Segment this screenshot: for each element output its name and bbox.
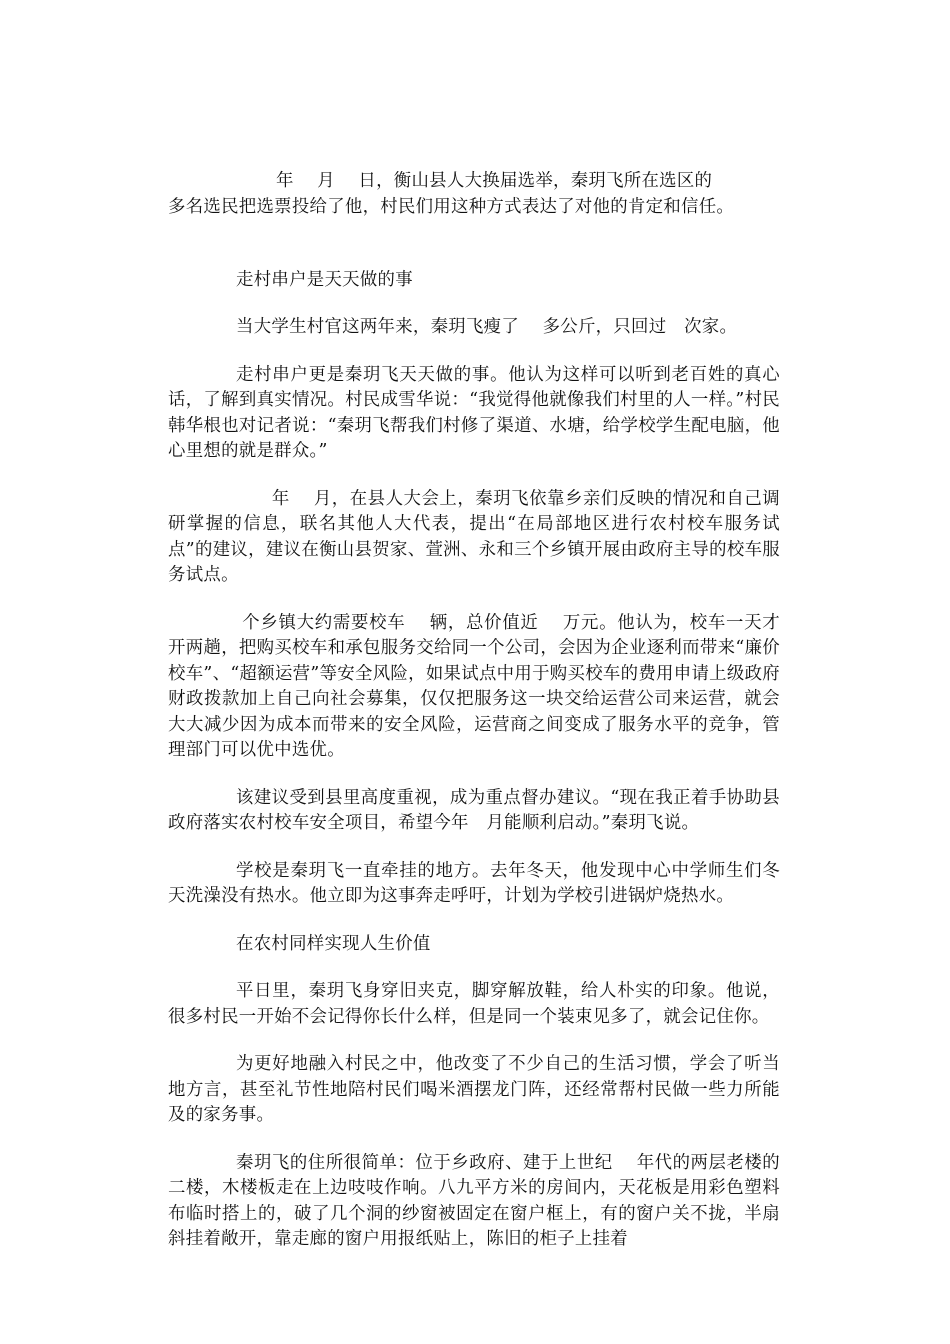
paragraph-school-hot-water: 学校是秦玥飞一直牵挂的地方。去年冬天，他发现中心中学师生们冬天洗澡没有热水。他立即为这事奔走呼吁，计划为学校引进锅炉烧热水。 xyxy=(168,860,780,906)
section-heading-life-value: 在农村同样实现人生价值 xyxy=(236,933,431,954)
paragraph-two-years: 当大学生村官这两年来，秦玥飞瘦了 多公斤，只回过 次家。 xyxy=(236,317,738,337)
paragraph-residence: 秦玥飞的住所很简单：位于乡政府、建于上世纪 年代的两层老楼的二楼，木楼板走在上边吱吱作响。八九平方米的房间内，天花板是用彩色塑料布临时搭上的，破了几个洞的纱窗被固定在窗户框上，有的窗户关不拢，半扇斜挂着敞开，靠走廊的窗户用报纸贴上，陈旧的柜子上挂着 xyxy=(168,1152,780,1249)
paragraph-school-bus-proposal: 年 月，在县人大会上，秦玥飞依靠乡亲们反映的情况和自己调研掌握的信息，联名其他人大代表，提出“在局部地区进行农村校车服务试点”的建议，建议在衡山县贺家、萱洲、永和三个乡镇开展由政府主导的校车服务试点。 xyxy=(168,488,780,585)
paragraph-election-line1: 年 月 日，衡山县人大换届选举，秦玥飞所在选区的 xyxy=(276,171,713,191)
paragraph-habits: 为更好地融入村民之中，他改变了不少自己的生活习惯，学会了听当地方言，甚至礼节性地陪村民们喝米酒摆龙门阵，还经常帮村民做一些力所能及的家务事。 xyxy=(168,1054,780,1125)
document-page xyxy=(168,118,780,1275)
paragraph-proposal-adopted: 该建议受到县里高度重视，成为重点督办建议。“现在我正着手协助县政府落实农村校车安全项目，希望今年 月能顺利启动。”秦玥飞说。 xyxy=(168,787,780,833)
section-heading-village-visits: 走村串户是天天做的事 xyxy=(236,269,413,290)
paragraph-election-line2: 多名选民把选票投给了他，村民们用这种方式表达了对他的肯定和信任。 xyxy=(168,196,735,217)
paragraph-village-visits: 走村串户更是秦玥飞天天做的事。他认为这样可以听到老百姓的真心话，了解到真实情况。村民成雪华说：“我觉得他就像我们村里的人一样。”村民韩华根也对记者说：“秦玥飞帮我们村修了渠道、水塘，给学校学生配电脑，他心里想的就是群众。” xyxy=(168,364,780,461)
paragraph-election xyxy=(168,118,780,246)
paragraph-school-bus-cost: 个乡镇大约需要校车 辆，总价值近 万元。他认为，校车一天才开两趟，把购买校车和承包服务交给同一个公司，会因为企业逐利而带来“廉价校车”、“超额运营”等安全风险，如果试点中用于购买校车的费用申请上级政府财政拨款加上自己向社会募集，仅仅把服务这一块交给运营公司来运营，就会大大减少因为成本而带来的安全风险，运营商之间变成了服务水平的竞争，管理部门可以优中选优。 xyxy=(168,612,781,760)
paragraph-appearance: 平日里，秦玥飞身穿旧夹克，脚穿解放鞋，给人朴实的印象。他说，很多村民一开始不会记得你长什么样，但是同一个装束见多了，就会记住你。 xyxy=(168,981,780,1027)
